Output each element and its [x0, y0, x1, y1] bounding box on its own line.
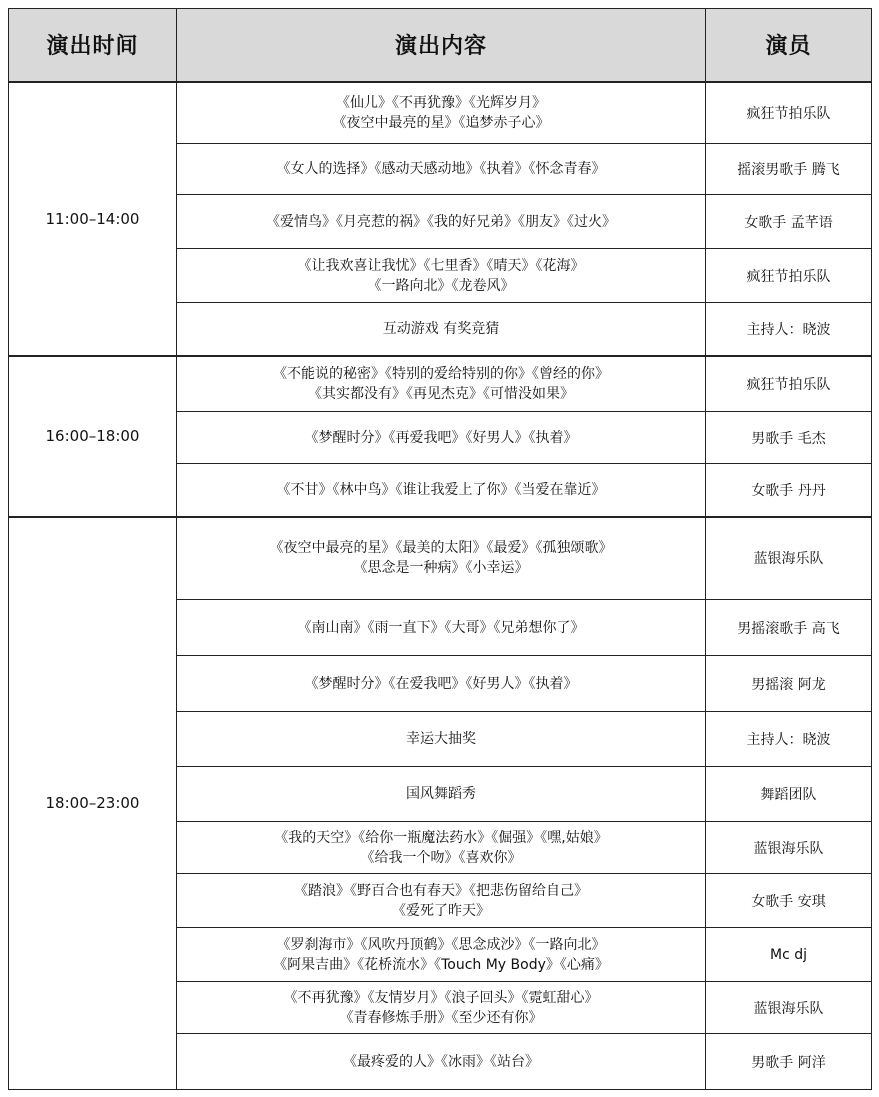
- performer: 舞蹈团队: [706, 767, 872, 822]
- performance-content: [177, 82, 706, 144]
- program-line: 《思念是一种病》《小幸运》: [353, 560, 529, 577]
- schedule-row: [9, 517, 872, 600]
- performance-schedule-table: [8, 8, 872, 1090]
- performer: 男歌手 毛杰: [706, 412, 872, 464]
- program-line: 《不甘》《林中鸟》《谁让我爱上了你》《当爱在靠近》: [276, 481, 606, 498]
- program-line: 《让我欢喜让我忧》《七里香》《晴天》《花海》: [297, 257, 585, 274]
- performer: 蓝银海乐队: [706, 982, 872, 1034]
- program-line: 《爱死了昨天》: [392, 902, 490, 919]
- program-line: 《踏浪》《野百合也有春天》《把悲伤留给自己》: [294, 882, 588, 899]
- performance-content: [177, 195, 706, 249]
- header-time: 演出时间: [9, 9, 177, 82]
- program-line: 《最疼爱的人》《冰雨》《站台》: [343, 1053, 539, 1070]
- performer: 男摇滚 阿龙: [706, 656, 872, 712]
- program-line: 《夜空中最亮的星》《追梦赤子心》: [332, 114, 550, 131]
- performer: 女歌手 安琪: [706, 874, 872, 928]
- performer: 摇滚男歌手 腾飞: [706, 144, 872, 195]
- program-line: 《其实都没有》《再见杰克》《可惜没如果》: [308, 385, 574, 402]
- performance-content: [177, 822, 706, 874]
- program-line: 《阿果吉曲》《花桥流水》《Touch My Body》《心痛》: [273, 956, 609, 973]
- performance-content: [177, 144, 706, 195]
- header-row: [9, 9, 872, 82]
- program-line: 《夜空中最亮的星》《最美的太阳》《最爱》《孤独颂歌》: [269, 540, 613, 557]
- performer: 疯狂节拍乐队: [706, 82, 872, 144]
- schedule-body: [9, 82, 872, 1090]
- performance-content: [177, 249, 706, 303]
- performer: 蓝银海乐队: [706, 517, 872, 600]
- program-line: 《一路向北》《龙卷风》: [367, 277, 515, 294]
- time-slot: 18:00–23:00: [9, 517, 177, 1090]
- performance-content: [177, 767, 706, 822]
- performer: 蓝银海乐队: [706, 822, 872, 874]
- performance-content: [177, 656, 706, 712]
- performance-content: [177, 982, 706, 1034]
- performance-content: [177, 517, 706, 600]
- schedule-row: [9, 82, 872, 144]
- time-slot: 11:00–14:00: [9, 82, 177, 356]
- performer: 男歌手 阿洋: [706, 1034, 872, 1090]
- program-line: 《爱情鸟》《月亮惹的祸》《我的好兄弟》《朋友》《过火》: [266, 213, 616, 230]
- performer: 主持人：晓波: [706, 712, 872, 767]
- performance-content: [177, 303, 706, 356]
- performance-content: [177, 928, 706, 982]
- program-line: 幸运大抽奖: [406, 731, 476, 747]
- header-content: 演出内容: [177, 9, 706, 82]
- performer: 主持人：晓波: [706, 303, 872, 356]
- performance-content: [177, 874, 706, 928]
- program-line: 《女人的选择》《感动天感动地》《执着》《怀念青春》: [276, 161, 606, 177]
- program-line: 《南山南》《雨一直下》《大哥》《兄弟想你了》: [297, 619, 585, 636]
- schedule-row: [9, 356, 872, 412]
- program-line: 《仙儿》《不再犹豫》《光辉岁月》: [336, 94, 546, 111]
- program-line: 《梦醒时分》《再爱我吧》《好男人》《执着》: [304, 429, 578, 446]
- performance-content: [177, 600, 706, 656]
- performer: 疯狂节拍乐队: [706, 249, 872, 303]
- performance-content: [177, 412, 706, 464]
- performer: 男摇滚歌手 高飞: [706, 600, 872, 656]
- performer: 女歌手 孟芊语: [706, 195, 872, 249]
- program-line: 《给我一个吻》《喜欢你》: [360, 849, 522, 866]
- time-slot: 16:00–18:00: [9, 356, 177, 517]
- program-line: 互动游戏 有奖竞猜: [382, 320, 500, 337]
- performance-content: [177, 464, 706, 517]
- performer: 疯狂节拍乐队: [706, 356, 872, 412]
- program-line: 《罗刹海市》《风吹丹顶鹤》《思念成沙》《一路向北》: [276, 936, 606, 953]
- performer: Mc dj: [706, 928, 872, 982]
- program-line: 《不能说的秘密》《特别的爱给特别的你》《曾经的你》: [273, 365, 609, 382]
- program-line: 《我的天空》《给你一瓶魔法药水》《倔强》《嘿,姑娘》: [274, 829, 608, 846]
- performance-content: [177, 712, 706, 767]
- program-line: 《不再犹豫》《友情岁月》《浪子回头》《霓虹甜心》: [283, 989, 599, 1006]
- program-line: 《青春修炼手册》《至少还有你》: [339, 1009, 543, 1026]
- program-line: 《梦醒时分》《在爱我吧》《好男人》《执着》: [304, 675, 578, 692]
- performance-content: [177, 356, 706, 412]
- program-line: 国风舞蹈秀: [406, 786, 476, 802]
- performance-content: [177, 1034, 706, 1090]
- header-performer: 演员: [706, 9, 872, 82]
- performer: 女歌手 丹丹: [706, 464, 872, 517]
